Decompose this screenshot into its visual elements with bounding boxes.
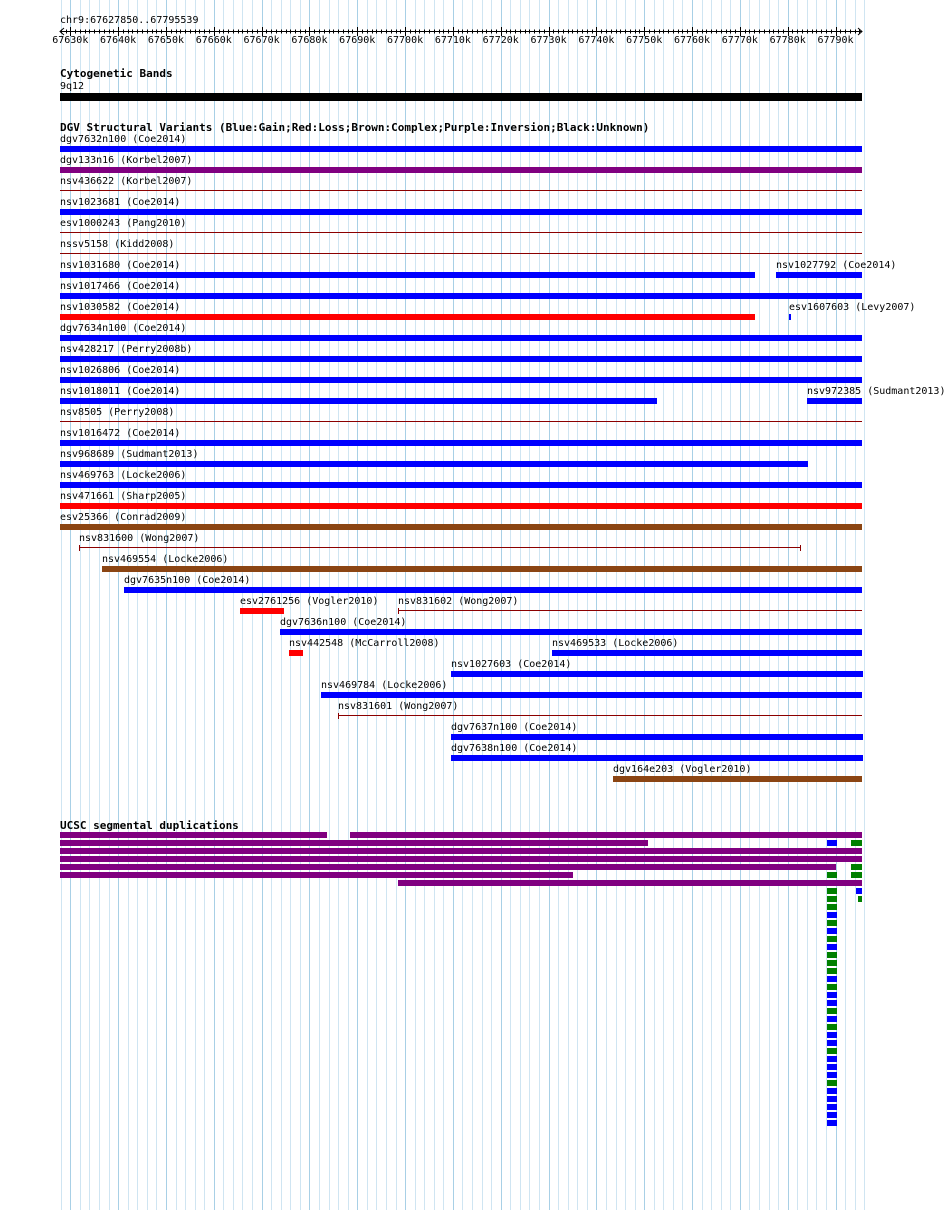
dgv-feature-line[interactable] — [60, 232, 862, 233]
dgv-feature-bar[interactable] — [240, 608, 284, 614]
ruler-tick-label: 67740k — [578, 35, 615, 46]
dgv-feature-label: dgv7635n100 (Coe2014) — [124, 575, 251, 586]
ruler-tick-label: 67650k — [147, 35, 184, 46]
segdup-feature[interactable] — [827, 1040, 837, 1046]
dgv-feature-label: nsv831600 (Wong2007) — [79, 533, 200, 544]
segdup-feature[interactable] — [851, 864, 862, 870]
segdup-feature[interactable] — [827, 920, 837, 926]
segdup-feature[interactable] — [827, 1032, 837, 1038]
segdup-feature[interactable] — [398, 880, 862, 886]
ruler-tick-label: 67760k — [673, 35, 711, 46]
dgv-feature-bar[interactable] — [60, 356, 862, 362]
dgv-feature-bar[interactable] — [776, 272, 862, 278]
dgv-feature-label: nsv469763 (Locke2006) — [60, 470, 187, 481]
dgv-feature-bar[interactable] — [60, 146, 862, 152]
ruler-tick-label: 67660k — [195, 35, 232, 46]
segdup-feature[interactable] — [827, 872, 837, 878]
segdup-feature[interactable] — [827, 904, 837, 910]
segdup-feature[interactable] — [60, 864, 836, 870]
segdup-feature[interactable] — [827, 1056, 837, 1062]
segdup-feature[interactable] — [60, 872, 573, 878]
dgv-feature-label: nsv469554 (Locke2006) — [102, 554, 229, 565]
interval-start-cap — [398, 608, 399, 614]
dgv-feature-label: nsv1016472 (Coe2014) — [60, 428, 181, 439]
dgv-feature-line[interactable] — [60, 253, 862, 254]
dgv-feature-line[interactable] — [60, 190, 862, 191]
dgv-feature-bar[interactable] — [60, 293, 862, 299]
dgv-feature-bar[interactable] — [451, 755, 863, 761]
dgv-feature-label: nsv1030582 (Coe2014) — [60, 302, 181, 313]
ruler-tick-label: 67680k — [291, 35, 328, 46]
dgv-feature-label: dgv7638n100 (Coe2014) — [451, 743, 578, 754]
interval-line — [398, 610, 862, 611]
dgv-feature-bar[interactable] — [60, 461, 808, 467]
dgv-feature-label: nsv469533 (Locke2006) — [552, 638, 679, 649]
segdup-feature[interactable] — [827, 1008, 837, 1014]
segdup-feature[interactable] — [827, 888, 837, 894]
dgv-feature-interval[interactable] — [398, 608, 862, 614]
segdup-feature[interactable] — [827, 992, 837, 998]
dgv-feature-bar[interactable] — [451, 734, 863, 740]
dgv-feature-label: esv1607603 (Levy2007) — [789, 302, 916, 313]
interval-start-cap — [338, 713, 339, 719]
ruler-tick-label: 67780k — [769, 35, 806, 46]
dgv-feature-bar[interactable] — [280, 629, 862, 635]
dgv-feature-bar[interactable] — [789, 314, 791, 320]
segdup-feature[interactable] — [856, 888, 862, 894]
segdup-feature[interactable] — [827, 912, 837, 918]
region-label: chr9:67627850..67795539 — [60, 15, 199, 26]
segdup-feature[interactable] — [827, 960, 837, 966]
dgv-feature-label: dgv164e203 (Vogler2010) — [613, 764, 752, 775]
segdup-feature[interactable] — [827, 968, 837, 974]
segdup-feature[interactable] — [858, 896, 862, 902]
dgv-feature-label: esv2761256 (Vogler2010) — [240, 596, 379, 607]
segdup-feature[interactable] — [827, 896, 837, 902]
ruler-tick-label: 67770k — [721, 35, 758, 46]
ruler-tick-label: 67730k — [530, 35, 567, 46]
dgv-feature-label: nsv1023681 (Coe2014) — [60, 197, 181, 208]
dgv-feature-label: nsv831601 (Wong2007) — [338, 701, 459, 712]
dgv-feature-label: nsv1017466 (Coe2014) — [60, 281, 181, 292]
dgv-feature-label: nsv8505 (Perry2008) — [60, 407, 175, 418]
dgv-feature-bar[interactable] — [451, 671, 863, 677]
segdup-feature[interactable] — [827, 976, 837, 982]
dgv-feature-bar[interactable] — [613, 776, 862, 782]
segdup-feature[interactable] — [827, 1104, 837, 1110]
ruler-tick-label: 67640k — [100, 35, 137, 46]
dgv-feature-bar[interactable] — [60, 167, 862, 173]
dgv-feature-label: esv1000243 (Pang2010) — [60, 218, 187, 229]
segdup-feature[interactable] — [827, 1112, 837, 1118]
dgv-feature-label: nsv469784 (Locke2006) — [321, 680, 448, 691]
dgv-feature-label: nsv1018011 (Coe2014) — [60, 386, 181, 397]
dgv-feature-bar[interactable] — [60, 440, 862, 446]
interval-start-cap — [79, 545, 80, 551]
segdup-feature[interactable] — [60, 856, 862, 862]
segdup-feature[interactable] — [827, 1072, 837, 1078]
segdup-feature[interactable] — [827, 1080, 837, 1086]
segdup-feature[interactable] — [827, 928, 837, 934]
dgv-feature-label: dgv7634n100 (Coe2014) — [60, 323, 187, 334]
segdup-feature[interactable] — [827, 1024, 837, 1030]
segdup-feature[interactable] — [827, 1016, 837, 1022]
segdup-feature[interactable] — [827, 840, 837, 846]
segdup-feature[interactable] — [350, 832, 862, 838]
segdup-feature[interactable] — [827, 944, 837, 950]
segdup-feature[interactable] — [851, 872, 862, 878]
segdup-feature[interactable] — [827, 1000, 837, 1006]
dgv-feature-line[interactable] — [60, 421, 862, 422]
ruler-tick-label: 67720k — [482, 35, 519, 46]
dgv-feature-bar[interactable] — [60, 335, 862, 341]
dgv-feature-label: nsv831602 (Wong2007) — [398, 596, 519, 607]
dgv-feature-bar[interactable] — [60, 209, 862, 215]
segdup-feature[interactable] — [827, 1048, 837, 1054]
interval-line — [338, 715, 862, 716]
dgv-feature-bar[interactable] — [60, 314, 755, 320]
dgv-feature-interval[interactable] — [79, 545, 801, 551]
dgv-feature-label: dgv7637n100 (Coe2014) — [451, 722, 578, 733]
segdup-feature[interactable] — [827, 1088, 837, 1094]
dgv-feature-bar[interactable] — [321, 692, 862, 698]
dgv-feature-label: nsv1026806 (Coe2014) — [60, 365, 181, 376]
segdup-feature[interactable] — [827, 984, 837, 990]
cytogenetic-band-bar[interactable] — [60, 93, 862, 101]
ruler-tick-label: 67690k — [339, 35, 376, 46]
ruler-tick-label: 67750k — [626, 35, 663, 46]
dgv-feature-bar[interactable] — [124, 587, 862, 593]
ruler-tick-label: 67700k — [387, 35, 424, 46]
dgv-feature-label: nsv442548 (McCarroll2008) — [289, 638, 440, 649]
dgv-feature-bar[interactable] — [60, 398, 657, 404]
dgv-feature-label: nsv1031680 (Coe2014) — [60, 260, 181, 271]
dgv-feature-bar[interactable] — [102, 566, 862, 572]
segdup-feature[interactable] — [827, 952, 837, 958]
dgv-feature-label: esv25366 (Conrad2009) — [60, 512, 187, 523]
dgv-feature-label: nssv5158 (Kidd2008) — [60, 239, 175, 250]
dgv-feature-bar[interactable] — [60, 482, 862, 488]
dgv-track-title: DGV Structural Variants (Blue:Gain;Red:Loss;Brown:Complex;Purple:Inversion;Black:Unknown) — [60, 121, 650, 134]
segdup-feature[interactable] — [827, 1096, 837, 1102]
dgv-feature-label: dgv133n16 (Korbel2007) — [60, 155, 193, 166]
dgv-feature-bar[interactable] — [60, 272, 755, 278]
ruler-tick-label: 67710k — [434, 35, 471, 46]
dgv-feature-label: nsv972385 (Sudmant2013) — [807, 386, 945, 397]
dgv-feature-label: nsv968689 (Sudmant2013) — [60, 449, 199, 460]
dgv-feature-label: nsv428217 (Perry2008b) — [60, 344, 193, 355]
dgv-feature-label: nsv436622 (Korbel2007) — [60, 176, 193, 187]
interval-end-cap — [800, 545, 801, 551]
dgv-feature-label: dgv7636n100 (Coe2014) — [280, 617, 407, 628]
segdup-feature[interactable] — [60, 840, 648, 846]
dgv-feature-label: nsv1027603 (Coe2014) — [451, 659, 572, 670]
segdup-feature[interactable] — [827, 1064, 837, 1070]
cytogenetic-track-title: Cytogenetic Bands — [60, 67, 173, 80]
dgv-feature-label: dgv7632n100 (Coe2014) — [60, 134, 187, 145]
dgv-feature-bar[interactable] — [60, 503, 862, 509]
ruler-tick-label: 67630k — [52, 35, 89, 46]
dgv-feature-bar[interactable] — [807, 398, 862, 404]
segdup-feature[interactable] — [827, 936, 837, 942]
segdup-feature[interactable] — [60, 848, 862, 854]
cytogenetic-band-label: 9q12 — [60, 81, 85, 92]
ruler-tick-label: 67790k — [817, 35, 854, 46]
dgv-feature-bar[interactable] — [60, 524, 862, 530]
dgv-feature-bar[interactable] — [60, 377, 862, 383]
dgv-feature-label: nsv1027792 (Coe2014) — [776, 260, 897, 271]
segdup-track-title: UCSC segmental duplications — [60, 819, 239, 832]
dgv-feature-interval[interactable] — [338, 713, 862, 719]
segdup-feature[interactable] — [851, 840, 862, 846]
segdup-feature[interactable] — [60, 832, 327, 838]
dgv-feature-bar[interactable] — [552, 650, 862, 656]
segdup-feature[interactable] — [827, 1120, 837, 1126]
dgv-feature-label: nsv471661 (Sharp2005) — [60, 491, 187, 502]
dgv-feature-bar[interactable] — [289, 650, 303, 656]
ruler-tick-label: 67670k — [243, 35, 280, 46]
interval-line — [79, 547, 801, 548]
